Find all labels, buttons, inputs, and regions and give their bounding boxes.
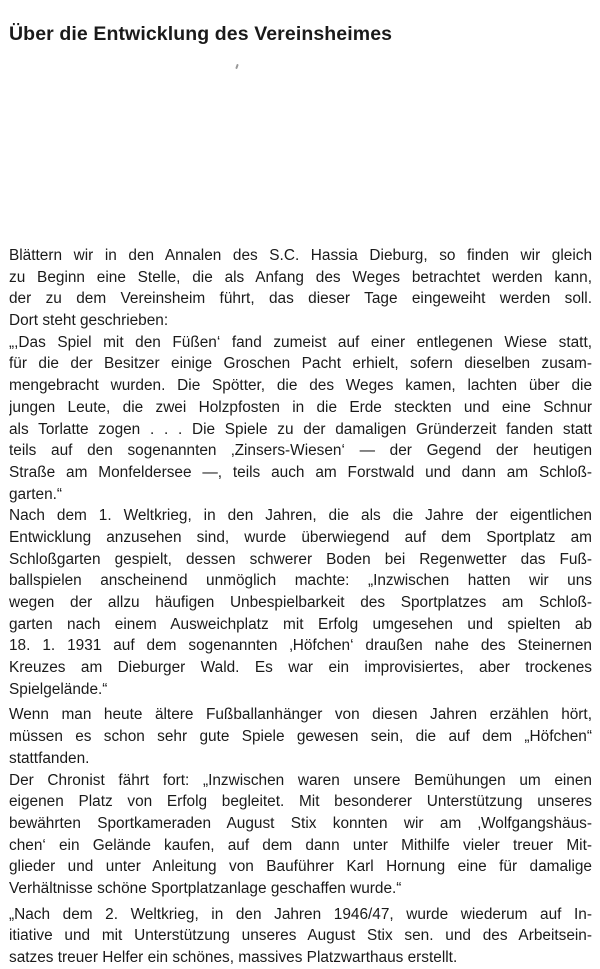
- text-line: Verhältnisse schöne Sportplatzanlage geschaffen wurde.“: [9, 879, 402, 897]
- text-line: zu Beginn eine Stelle, die als Anfang des Weges betrachtet werden kann,: [9, 268, 592, 286]
- text-line: der zu dem Vereinsheim führt, das dieser Tage eingeweiht werden soll.: [9, 290, 592, 308]
- text-line: chen‘ ein Gelände kaufen, auf dem dann unter Mithilfe vieler treuer Mit-: [9, 836, 592, 854]
- text-line: „Nach dem 2. Weltkrieg, in den Jahren 1946/47, wurde wiederum auf In-: [9, 905, 592, 923]
- page-title: Über die Entwicklung des Vereinsheimes: [9, 23, 393, 45]
- text-line: 18. 1. 1931 auf dem sogenannten ‚Höfchen‘ draußen nahe des Steinernen: [9, 637, 592, 655]
- text-line: für die der Besitzer einige Groschen Pacht erhielt, sofern dieselben zusam-: [9, 355, 592, 373]
- text-line: Spielgelände.“: [9, 680, 108, 698]
- text-line: mengebracht wurden. Die Spötter, die des Weges kamen, lachten über die: [9, 377, 592, 395]
- article-body: [9, 245, 592, 969]
- text-line: Straße am Monfeldersee —, teils auch am Forstwald und dann am Schloß-: [9, 463, 592, 481]
- text-line: garten nach einem Ausweichplatz mit Erfolg umgesehen und spielten ab: [9, 615, 592, 633]
- text-line: müssen es schon sehr gute Spiele gewesen sein, die auf dem „Höfchen“: [9, 728, 592, 746]
- text-line: stattfanden.: [9, 749, 90, 767]
- text-line: „,Das Spiel mit den Füßen‘ fand zumeist auf einer entlegenen Wiese statt,: [9, 333, 592, 351]
- text-line: jungen Leute, die zwei Holzpfosten in die Erde steckten und eine Schnur: [9, 398, 592, 416]
- text-line: Kreuzes am Dieburger Wald. Es war ein improvisiertes, aber trockenes: [9, 659, 592, 677]
- text-line: Blättern wir in den Annalen des S.C. Hassia Dieburg, so finden wir gleich: [9, 247, 592, 264]
- scan-speck: [235, 64, 239, 69]
- text-line: eigenen Platz von Erfolg begleitet. Mit besonderer Unterstützung unseres: [9, 793, 592, 811]
- text-line: itiative und mit Unterstützung unseres August Stix sen. und des Arbeitsein-: [9, 927, 592, 945]
- text-line: Dort steht geschrieben:: [9, 312, 169, 330]
- text-line: Schloßgarten gespielt, dessen schwerer Boden bei Regenwetter das Fuß-: [9, 550, 592, 568]
- text-line: bewährten Sportkameraden August Stix konnten wir am ‚Wolfgangshäus-: [9, 814, 592, 832]
- text-line: satzes treuer Helfer ein schönes, massives Platzwarthaus erstellt.: [9, 949, 458, 966]
- text-line: Wenn man heute ältere Fußballanhänger von diesen Jahren erzählen hört,: [9, 706, 592, 724]
- text-line: teils auf den sogenannten ‚Zinsers-Wiesen‘ — der Gegend der heutigen: [9, 442, 592, 460]
- text-line: garten.“: [9, 485, 63, 503]
- text-line: glieder und unter Anleitung von Bauführer Karl Hornung eine für damalige: [9, 858, 592, 876]
- text-line: Entwicklung anzusehen sind, wurde überwiegend auf dem Sportplatz am: [9, 528, 592, 546]
- text-line: Nach dem 1. Weltkrieg, in den Jahren, die als die Jahre der eigentlichen: [9, 507, 592, 525]
- text-line: als Torlatte zogen . . . Die Spiele zu der damaligen Gründerzeit fanden statt: [9, 420, 592, 438]
- text-line: ballspielen anscheinend unmöglich machte: „Inzwischen hatten wir uns: [9, 572, 592, 590]
- text-line: wegen der allzu häufigen Unbespielbarkeit des Sportplatzes am Schloß-: [9, 594, 592, 611]
- text-line: Der Chronist fährt fort: „Inzwischen waren unsere Bemühungen um einen: [9, 771, 592, 789]
